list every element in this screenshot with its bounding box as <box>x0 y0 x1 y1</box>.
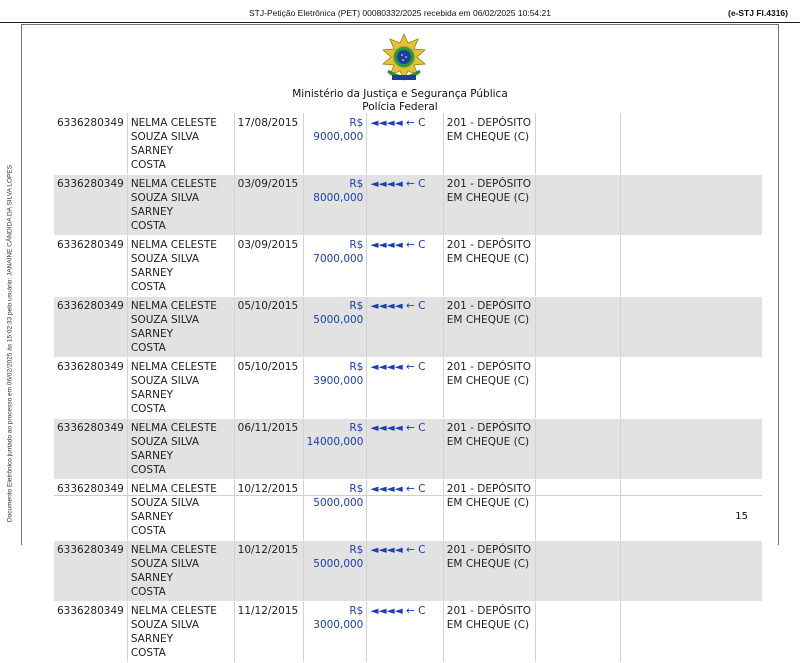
name-line: NELMA CELESTE <box>130 361 217 373</box>
name-line: SOUZA SILVA SARNEY <box>130 253 200 279</box>
table-row <box>54 236 762 297</box>
value-cell <box>303 297 367 358</box>
date-cell <box>234 236 303 297</box>
transaction-date: 17/08/2015 <box>237 117 299 129</box>
name-cell <box>127 419 234 480</box>
empty-cell <box>535 480 621 541</box>
description-line: EM CHEQUE (C) <box>446 558 530 570</box>
direction-arrows-icon: ◄◄◄◄ ← C <box>370 239 426 251</box>
date-cell <box>234 541 303 602</box>
currency-symbol: R$ <box>349 605 364 617</box>
transaction-value: 5000,000 <box>313 314 364 326</box>
name-cell <box>127 297 234 358</box>
description-line: 201 - DEPÓSITO <box>446 605 532 617</box>
description-line: 201 - DEPÓSITO <box>446 483 532 495</box>
account-number: 6336280349 <box>57 483 124 495</box>
description-cell <box>443 297 535 358</box>
description-line: 201 - DEPÓSITO <box>446 361 532 373</box>
account-number: 6336280349 <box>57 117 124 129</box>
transaction-date: 05/10/2015 <box>237 300 299 312</box>
description-cell <box>443 175 535 236</box>
name-cell <box>127 541 234 602</box>
name-line: NELMA CELESTE <box>130 544 217 556</box>
description-line: 201 - DEPÓSITO <box>446 422 532 434</box>
direction-cell <box>367 541 443 602</box>
description-line: EM CHEQUE (C) <box>446 314 530 326</box>
name-line: SOUZA SILVA SARNEY <box>130 497 200 523</box>
transaction-value: 3000,000 <box>313 619 364 631</box>
name-line: SOUZA SILVA SARNEY <box>130 192 200 218</box>
name-line: SOUZA SILVA SARNEY <box>130 375 200 401</box>
direction-arrows-icon: ◄◄◄◄ ← C <box>370 544 426 556</box>
empty-cell <box>535 419 621 480</box>
account-number: 6336280349 <box>57 300 124 312</box>
name-line: NELMA CELESTE <box>130 239 217 251</box>
name-line: COSTA <box>130 342 166 354</box>
transaction-value: 14000,000 <box>306 436 364 448</box>
police-title: Polícia Federal <box>362 101 438 113</box>
date-cell <box>234 480 303 541</box>
empty-cell <box>621 358 762 419</box>
name-line: COSTA <box>130 403 166 415</box>
value-cell <box>303 358 367 419</box>
empty-cell <box>621 236 762 297</box>
direction-arrows-icon: ◄◄◄◄ ← C <box>370 483 426 495</box>
document-header-bar <box>0 0 800 23</box>
transaction-date: 05/10/2015 <box>237 361 299 373</box>
currency-symbol: R$ <box>349 361 364 373</box>
name-line: COSTA <box>130 647 166 659</box>
name-line: SOUZA SILVA SARNEY <box>130 619 200 645</box>
empty-cell <box>535 113 621 175</box>
table-row <box>54 358 762 419</box>
direction-arrows-icon: ◄◄◄◄ ← C <box>370 605 426 617</box>
account-number: 6336280349 <box>57 239 124 251</box>
account-cell <box>54 113 127 175</box>
name-line: COSTA <box>130 586 166 598</box>
date-cell <box>234 175 303 236</box>
empty-cell <box>621 419 762 480</box>
name-line: NELMA CELESTE <box>130 178 217 190</box>
name-line: SOUZA SILVA SARNEY <box>130 314 200 340</box>
name-line: COSTA <box>130 159 166 171</box>
value-cell <box>303 113 367 175</box>
account-cell <box>54 297 127 358</box>
description-line: 201 - DEPÓSITO <box>446 300 532 312</box>
empty-cell <box>621 113 762 175</box>
transaction-value: 9000,000 <box>313 131 364 143</box>
name-line: SOUZA SILVA SARNEY <box>130 131 200 157</box>
direction-arrows-icon: ◄◄◄◄ ← C <box>370 178 426 190</box>
name-cell <box>127 358 234 419</box>
empty-cell <box>621 602 762 663</box>
value-cell <box>303 236 367 297</box>
empty-cell <box>535 175 621 236</box>
name-cell <box>127 480 234 541</box>
empty-cell <box>535 297 621 358</box>
direction-cell <box>367 358 443 419</box>
name-cell <box>127 602 234 663</box>
account-cell <box>54 419 127 480</box>
name-line: COSTA <box>130 220 166 232</box>
description-cell <box>443 480 535 541</box>
name-line: NELMA CELESTE <box>130 117 217 129</box>
currency-symbol: R$ <box>349 117 364 129</box>
deposit-records-table <box>54 113 762 663</box>
value-cell <box>303 541 367 602</box>
date-cell <box>234 602 303 663</box>
transaction-value: 8000,000 <box>313 192 364 204</box>
direction-cell <box>367 480 443 541</box>
empty-cell <box>535 358 621 419</box>
direction-arrows-icon: ◄◄◄◄ ← C <box>370 117 426 129</box>
description-line: EM CHEQUE (C) <box>446 436 530 448</box>
description-line: 201 - DEPÓSITO <box>446 178 532 190</box>
page-number: 15 <box>735 511 748 522</box>
transaction-date: 03/09/2015 <box>237 239 299 251</box>
name-line: COSTA <box>130 525 166 537</box>
direction-cell <box>367 236 443 297</box>
currency-symbol: R$ <box>349 483 364 495</box>
table-row <box>54 541 762 602</box>
description-line: EM CHEQUE (C) <box>446 375 530 387</box>
empty-cell <box>621 541 762 602</box>
description-cell <box>443 358 535 419</box>
direction-cell <box>367 113 443 175</box>
transaction-date: 10/12/2015 <box>237 483 299 495</box>
currency-symbol: R$ <box>349 239 364 251</box>
empty-cell <box>535 602 621 663</box>
name-line: COSTA <box>130 464 166 476</box>
document-page <box>21 24 779 659</box>
empty-cell <box>535 541 621 602</box>
table-row <box>54 419 762 480</box>
name-line: NELMA CELESTE <box>130 300 217 312</box>
table-row <box>54 175 762 236</box>
petition-info: STJ-Petição Eletrônica (PET) 00080332/2025 recebida em 06/02/2025 10:54:21 <box>249 8 551 18</box>
empty-cell <box>535 236 621 297</box>
value-cell <box>303 419 367 480</box>
table-row <box>54 602 762 663</box>
account-number: 6336280349 <box>57 178 124 190</box>
transaction-date: 06/11/2015 <box>237 422 299 434</box>
transaction-date: 10/12/2015 <box>237 544 299 556</box>
description-line: EM CHEQUE (C) <box>446 253 530 265</box>
direction-cell <box>367 175 443 236</box>
description-line: 201 - DEPÓSITO <box>446 117 532 129</box>
description-line: EM CHEQUE (C) <box>446 131 530 143</box>
name-cell <box>127 113 234 175</box>
empty-cell <box>621 297 762 358</box>
value-cell <box>303 175 367 236</box>
direction-arrows-icon: ◄◄◄◄ ← C <box>370 300 426 312</box>
transaction-date: 03/09/2015 <box>237 178 299 190</box>
table-row <box>54 113 762 175</box>
account-number: 6336280349 <box>57 361 124 373</box>
currency-symbol: R$ <box>349 178 364 190</box>
name-line: NELMA CELESTE <box>130 483 217 495</box>
account-cell <box>54 480 127 541</box>
description-cell <box>443 419 535 480</box>
description-cell <box>443 236 535 297</box>
account-cell <box>54 541 127 602</box>
direction-arrows-icon: ◄◄◄◄ ← C <box>370 361 426 373</box>
description-cell <box>443 113 535 175</box>
date-cell <box>234 297 303 358</box>
account-number: 6336280349 <box>57 605 124 617</box>
date-cell <box>234 358 303 419</box>
transaction-value: 5000,000 <box>313 558 364 570</box>
currency-symbol: R$ <box>349 544 364 556</box>
date-cell <box>234 113 303 175</box>
account-cell <box>54 175 127 236</box>
table-bottom-divider <box>54 495 762 496</box>
name-line: COSTA <box>130 281 166 293</box>
direction-arrows-icon: ◄◄◄◄ ← C <box>370 422 426 434</box>
ministry-title: Ministério da Justiça e Segurança Pública <box>292 88 508 100</box>
brazil-coat-of-arms-icon <box>378 33 430 85</box>
folio-number: (e-STJ Fl.4316) <box>728 8 788 18</box>
attachment-note: Documento Eletrônico juntado ao processo em 06/02/2025 às 15:02:33 pelo usuário: JANAÍNE CÂNDIDA DA SILVA LOPES <box>6 164 14 523</box>
description-line: 201 - DEPÓSITO <box>446 239 532 251</box>
table-row <box>54 480 762 541</box>
account-cell <box>54 602 127 663</box>
name-line: SOUZA SILVA SARNEY <box>130 436 200 462</box>
description-line: EM CHEQUE (C) <box>446 497 530 509</box>
account-number: 6336280349 <box>57 544 124 556</box>
description-line: EM CHEQUE (C) <box>446 619 530 631</box>
transaction-value: 7000,000 <box>313 253 364 265</box>
direction-cell <box>367 602 443 663</box>
name-cell <box>127 175 234 236</box>
transaction-value: 5000,000 <box>313 497 364 509</box>
value-cell <box>303 480 367 541</box>
name-line: NELMA CELESTE <box>130 605 217 617</box>
currency-symbol: R$ <box>349 422 364 434</box>
description-cell <box>443 602 535 663</box>
name-line: SOUZA SILVA SARNEY <box>130 558 200 584</box>
account-number: 6336280349 <box>57 422 124 434</box>
date-cell <box>234 419 303 480</box>
currency-symbol: R$ <box>349 300 364 312</box>
account-cell <box>54 358 127 419</box>
description-cell <box>443 541 535 602</box>
table-row <box>54 297 762 358</box>
transaction-value: 3900,000 <box>313 375 364 387</box>
direction-cell <box>367 297 443 358</box>
description-line: 201 - DEPÓSITO <box>446 544 532 556</box>
value-cell <box>303 602 367 663</box>
empty-cell <box>621 175 762 236</box>
account-cell <box>54 236 127 297</box>
name-cell <box>127 236 234 297</box>
direction-cell <box>367 419 443 480</box>
transaction-date: 11/12/2015 <box>237 605 299 617</box>
empty-cell <box>621 480 762 541</box>
description-line: EM CHEQUE (C) <box>446 192 530 204</box>
name-line: NELMA CELESTE <box>130 422 217 434</box>
